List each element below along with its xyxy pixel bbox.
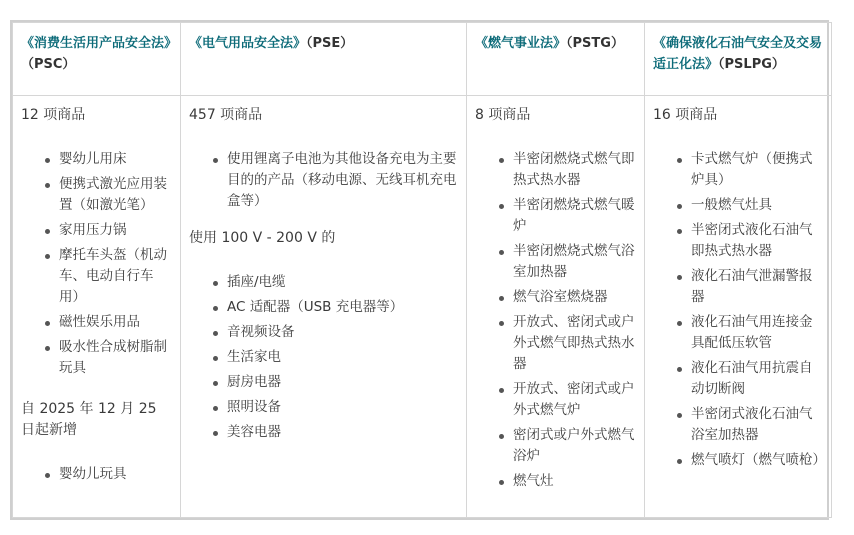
added-product-list [21,464,172,485]
header-pstg [467,23,645,96]
header-pse [181,23,467,96]
list-item: 使用锂离子电池为其他设备充电为主要目的的产品（移动电源、无线耳机充电盒等） [227,149,458,212]
list-item: 便携式激光应用装置（如激光笔） [59,174,172,216]
table-body-row [13,96,832,518]
product-count: 16 项商品 [653,107,718,123]
list-item: 吸水性合成树脂制玩具 [59,337,172,379]
list-item: 磁性娱乐用品 [59,312,172,333]
law-abbr-pslpg: （PSLPG） [718,57,785,72]
list-item: 半密闭燃烧式燃气暖炉 [513,195,636,237]
list-item: 厨房电器 [227,372,458,393]
list-item: 半密闭燃烧式燃气即热式热水器 [513,149,636,191]
header-pslpg [645,23,832,96]
cell-pse [181,96,467,518]
list-item: 摩托车头盔（机动车、电动自行车用） [59,245,172,308]
product-list [475,149,636,492]
product-count: 12 项商品 [21,107,86,123]
list-item: AC 适配器（USB 充电器等） [227,297,458,318]
list-item: 美容电器 [227,422,458,443]
cell-pslpg [645,96,832,518]
list-item: 燃气灶 [513,471,636,492]
list-item: 开放式、密闭式或户外式燃气炉 [513,379,636,421]
list-item: 液化石油气泄漏警报器 [691,266,823,308]
product-count: 8 项商品 [475,107,531,123]
table-header-row [13,23,832,96]
cell-pstg [467,96,645,518]
product-list [189,149,458,212]
product-law-table-container [10,20,829,520]
list-item: 卡式燃气炉（便携式炉具） [691,149,823,191]
law-abbr-pstg: （PSTG） [566,36,624,51]
header-psc [13,23,181,96]
law-abbr-pse: （PSE） [306,36,354,51]
list-item: 燃气浴室燃烧器 [513,287,636,308]
list-item: 婴幼儿玩具 [59,464,172,485]
list-item: 婴幼儿用床 [59,149,172,170]
product-list [21,149,172,379]
law-abbr-psc: （PSC） [21,57,76,72]
list-item: 生活家电 [227,347,458,368]
list-item: 照明设备 [227,397,458,418]
list-item: 液化石油气用抗震自动切断阀 [691,358,823,400]
list-item: 插座/电缆 [227,272,458,293]
voltage-product-list [189,272,458,443]
list-item: 液化石油气用连接金具配低压软管 [691,312,823,354]
addition-note: 自 2025 年 12 月 25 日起新增 [21,401,157,438]
list-item: 密闭式或户外式燃气浴炉 [513,425,636,467]
voltage-note: 使用 100 V - 200 V 的 [189,230,336,246]
product-law-table [12,22,832,518]
list-item: 一般燃气灶具 [691,195,823,216]
list-item: 音视频设备 [227,322,458,343]
cell-psc [13,96,181,518]
law-link-pslpg[interactable]: 《确保液化石油气安全及交易适正化法》 [653,36,823,72]
list-item: 半密闭燃烧式燃气浴室加热器 [513,241,636,283]
law-link-psc[interactable]: 《消费生活用产品安全法》 [21,36,178,51]
list-item: 半密闭式液化石油气浴室加热器 [691,404,823,446]
list-item: 燃气喷灯（燃气喷枪） [691,450,823,471]
product-list [653,149,826,471]
list-item: 家用压力锅 [59,220,172,241]
law-link-pse[interactable]: 《电气用品安全法》 [189,36,307,51]
list-item: 开放式、密闭式或户外式燃气即热式热水器 [513,312,636,375]
law-link-pstg[interactable]: 《燃气事业法》 [475,36,567,51]
product-count: 457 项商品 [189,107,263,123]
list-item: 半密闭式液化石油气即热式热水器 [691,220,823,262]
